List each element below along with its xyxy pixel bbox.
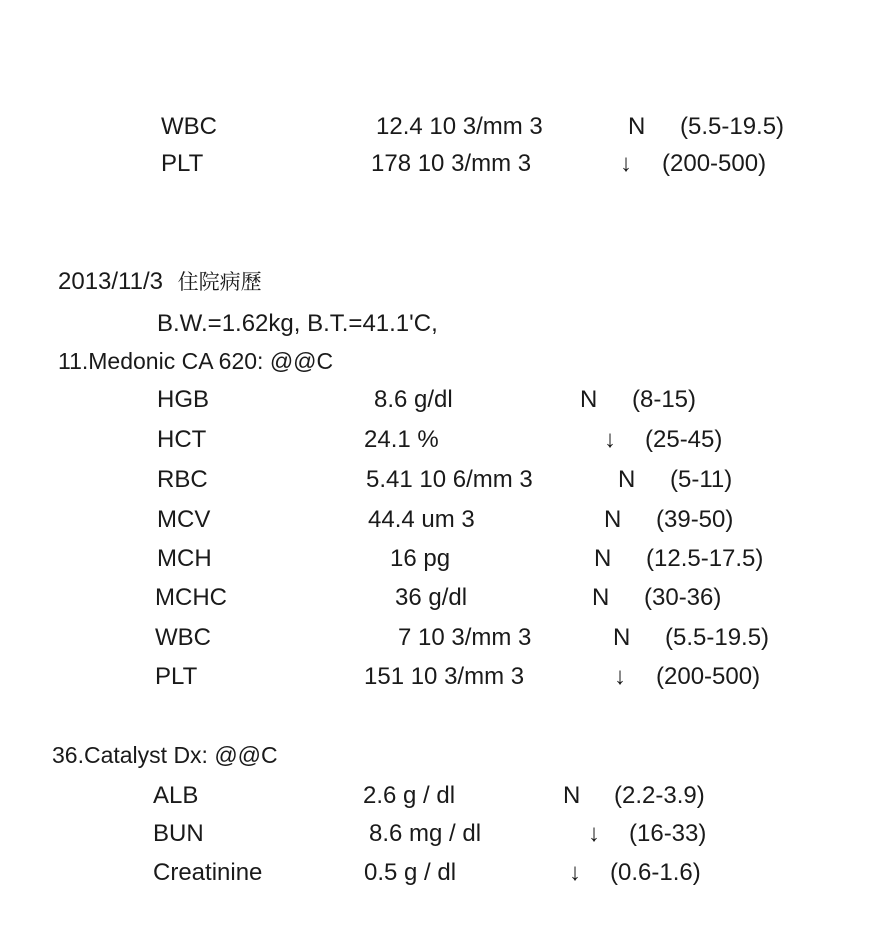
history-heading <box>58 270 262 294</box>
lab-row-alb <box>0 784 890 814</box>
test-value: 8.6 mg / dl <box>369 820 482 847</box>
lab-row-wbc-b <box>0 626 890 656</box>
test-value: 2.6 g / dl <box>363 782 456 809</box>
flag: N <box>618 466 636 493</box>
history-date: 2013/11/3 <box>58 268 163 295</box>
test-name: MCH <box>157 545 212 572</box>
lab-row-plt-a <box>0 152 890 182</box>
reference-range: (12.5-17.5) <box>646 545 764 572</box>
lab-row-bun <box>0 822 890 852</box>
test-value: 178 10 3/mm 3 <box>371 150 532 177</box>
reference-range: (8-15) <box>632 386 697 413</box>
lab-row-mcv <box>0 508 890 538</box>
reference-range: (0.6-1.6) <box>610 859 701 886</box>
flag: N <box>580 386 598 413</box>
section-header-catalyst: 36.Catalyst Dx: @@C <box>52 742 278 768</box>
reference-range: (5-11) <box>670 466 733 493</box>
test-name: PLT <box>161 150 204 177</box>
flag: ↓ <box>620 150 632 177</box>
flag: N <box>563 782 581 809</box>
lab-row-hgb <box>0 388 890 418</box>
reference-range: (5.5-19.5) <box>680 113 785 140</box>
test-name: Creatinine <box>153 859 263 886</box>
test-name: HCT <box>157 426 207 453</box>
lab-row-mch <box>0 547 890 577</box>
test-value: 8.6 g/dl <box>374 386 453 413</box>
test-name: PLT <box>155 663 198 690</box>
test-value: 151 10 3/mm 3 <box>364 663 525 690</box>
reference-range: (39-50) <box>656 506 734 533</box>
test-name: WBC <box>155 624 211 651</box>
lab-row-wbc-a <box>0 115 890 145</box>
lab-row-rbc <box>0 468 890 498</box>
test-name: RBC <box>157 466 208 493</box>
test-name: WBC <box>161 113 217 140</box>
section-header-medonic: 11.Medonic CA 620: @@C <box>58 348 334 374</box>
reference-range: (16-33) <box>629 820 707 847</box>
flag: N <box>594 545 612 572</box>
test-name: MCHC <box>155 584 227 611</box>
reference-range: (5.5-19.5) <box>665 624 770 651</box>
test-value: 24.1 % <box>364 426 439 453</box>
test-name: ALB <box>153 782 199 809</box>
test-name: HGB <box>157 386 210 413</box>
reference-range: (25-45) <box>645 426 723 453</box>
lab-row-mchc <box>0 586 890 616</box>
test-value: 5.41 10 6/mm 3 <box>366 466 533 493</box>
test-value: 36 g/dl <box>395 584 468 611</box>
lab-row-creatinine <box>0 861 890 891</box>
test-value: 12.4 10 3/mm 3 <box>376 113 543 140</box>
flag: N <box>604 506 622 533</box>
vitals-line: B.W.=1.62kg, B.T.=41.1'C, <box>157 310 438 337</box>
history-title: 住院病歷 <box>177 270 262 294</box>
flag: ↓ <box>614 663 626 690</box>
flag: N <box>628 113 646 140</box>
test-value: 16 pg <box>390 545 451 572</box>
test-name: MCV <box>157 506 211 533</box>
flag: N <box>592 584 610 611</box>
flag: ↓ <box>604 426 616 453</box>
flag: N <box>613 624 631 651</box>
flag: ↓ <box>588 820 600 847</box>
flag: ↓ <box>569 859 581 886</box>
reference-range: (200-500) <box>662 150 767 177</box>
test-value: 44.4 um 3 <box>368 506 475 533</box>
lab-row-plt-b <box>0 665 890 695</box>
test-value: 0.5 g / dl <box>364 859 457 886</box>
lab-row-hct <box>0 428 890 458</box>
reference-range: (2.2-3.9) <box>614 782 705 809</box>
test-name: BUN <box>153 820 204 847</box>
reference-range: (30-36) <box>644 584 722 611</box>
reference-range: (200-500) <box>656 663 761 690</box>
test-value: 7 10 3/mm 3 <box>398 624 532 651</box>
